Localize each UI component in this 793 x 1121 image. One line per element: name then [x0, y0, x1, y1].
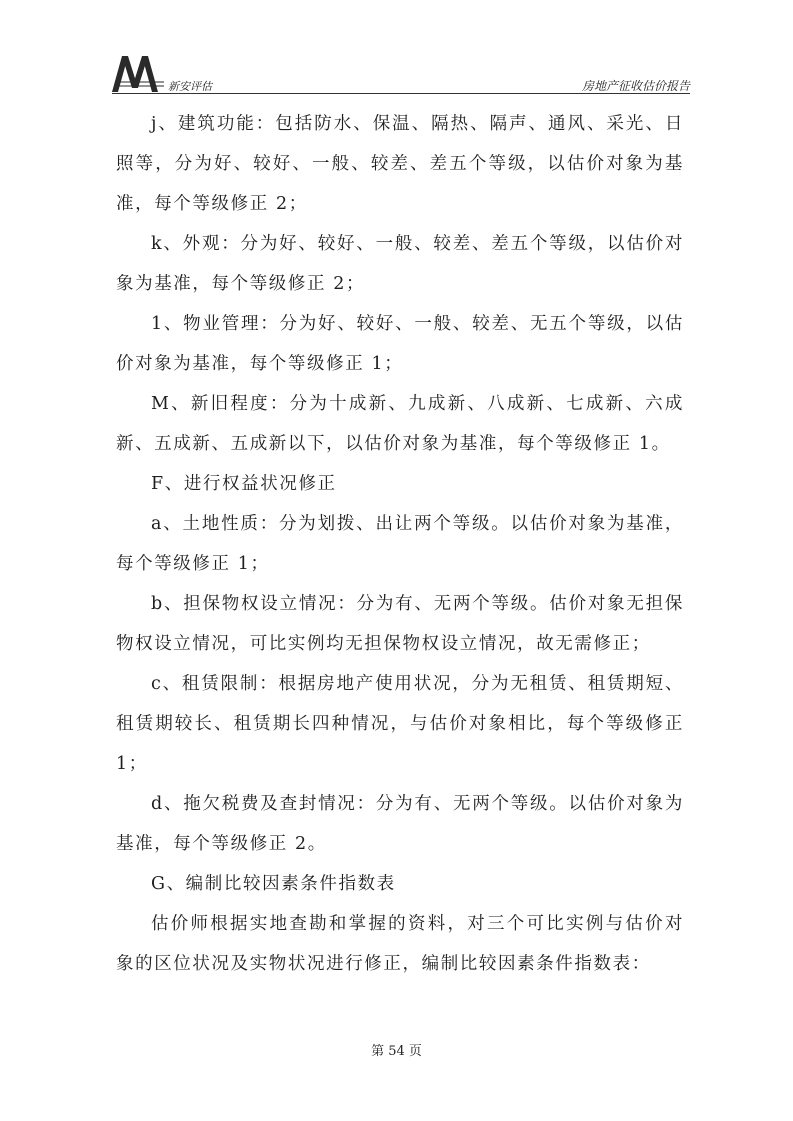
paragraph-tax-arrears: d、拖欠税费及查封情况：分为有、无两个等级。以估价对象为基准，每个等级修正 2。 — [116, 794, 684, 854]
company-name: 新安评估 — [168, 80, 212, 93]
paragraph-appearance: k、外观：分为好、较好、一般、较差、差五个等级，以估价对象为基准，每个等级修正 2； — [116, 234, 684, 294]
company-logo-icon — [112, 52, 166, 92]
body-text — [116, 104, 684, 984]
paragraph-land-nature: a、土地性质：分为划拨、出让两个等级。以估价对象为基准，每个等级修正 1； — [116, 514, 684, 574]
paragraph-property-management: 1、物业管理：分为好、较好、一般、较差、无五个等级，以估价对象为基准，每个等级修正 1； — [116, 314, 684, 374]
page-number: 第 54 页 — [371, 1044, 422, 1059]
paragraph-condition-degree: M、新旧程度：分为十成新、九成新、八成新、七成新、六成新、五成新、五成新以下，以估价对象为基准，每个等级修正 1。 — [116, 394, 684, 454]
section-heading-rights-adjustment: F、进行权益状况修正 — [151, 474, 337, 494]
paragraph-lease-restriction: c、租赁限制：根据房地产使用状况，分为无租赁、租赁期短、租赁期较长、租赁期长四种情况，与估价对象相比，每个等级修正 1； — [116, 674, 684, 774]
paragraph-security-rights: b、担保物权设立情况：分为有、无两个等级。估价对象无担保物权设立情况，可比实例均无担保物权设立情况，故无需修正； — [116, 594, 684, 654]
section-heading-index-table: G、编制比较因素条件指数表 — [151, 874, 396, 894]
paragraph-building-function: j、建筑功能：包括防水、保温、隔热、隔声、通风、采光、日照等，分为好、较好、一般、较差、差五个等级，以估价对象为基准，每个等级修正 2； — [116, 114, 684, 214]
page-header — [112, 52, 690, 94]
header-divider — [112, 93, 690, 94]
paragraph-index-table-intro: 估价师根据实地查勘和掌握的资料，对三个可比实例与估价对象的区位状况及实物状况进行修正，编制比较因素条件指数表： — [116, 914, 684, 974]
report-title: 房地产征收估价报告 — [581, 79, 690, 93]
